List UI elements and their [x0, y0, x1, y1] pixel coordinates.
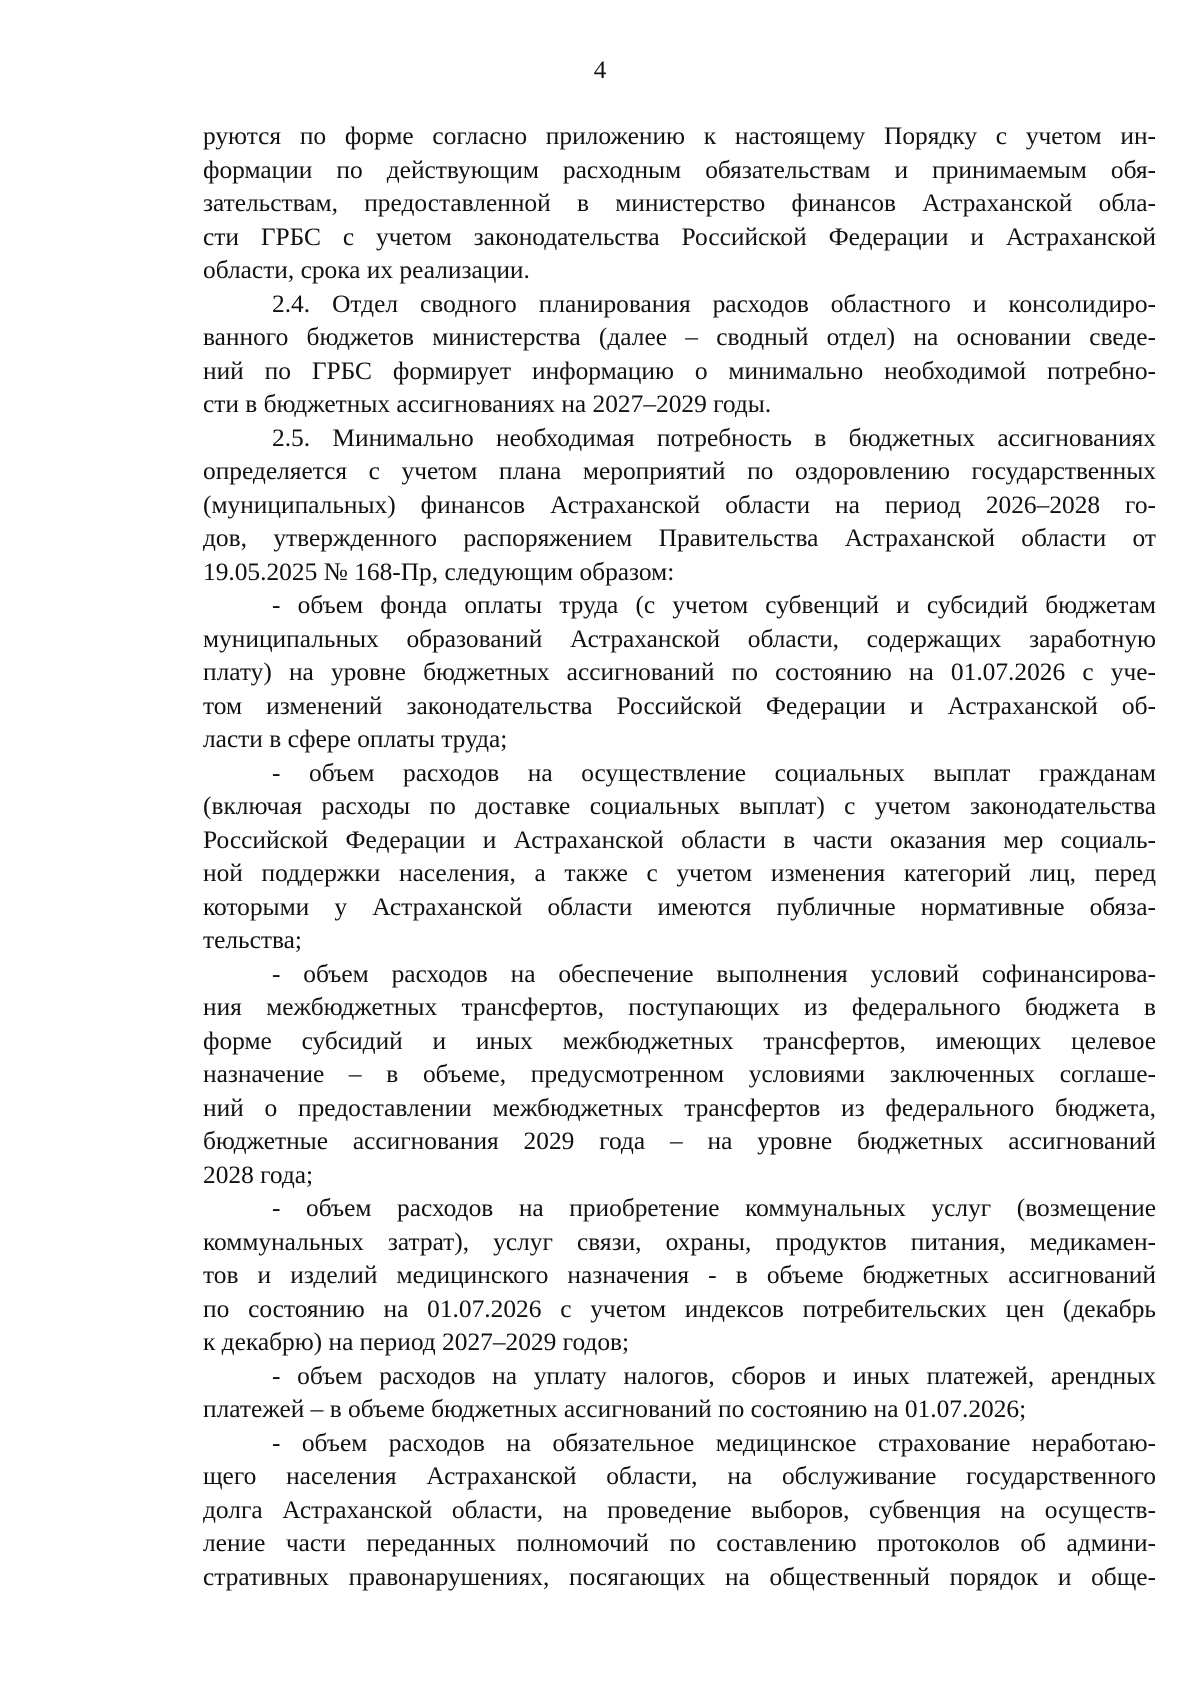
text-line: тельства;	[203, 926, 302, 954]
text-line: форме субсидий и иных межбюджетных трансфертов, имеющих целевое	[203, 1026, 1156, 1055]
text-line: тов и изделий медицинского назначения - в объеме бюджетных ассигнований	[203, 1261, 1156, 1289]
text-line: 2.4. Отдел сводного планирования расходов областного и консолидиро-	[272, 289, 1156, 318]
text-line: сти ГРБС с учетом законодательства Российской Федерации и Астраханской	[203, 222, 1156, 251]
text-line: к декабрю) на период 2027–2029 годов;	[203, 1328, 630, 1356]
page-number: 4	[593, 57, 607, 84]
text-line: ний о предоставлении межбюджетных трансфертов из федерального бюджета,	[203, 1093, 1156, 1122]
text-line: назначение – в объеме, предусмотренном условиями заключенных соглаше-	[203, 1060, 1156, 1088]
text-line: (включая расходы по доставке социальных выплат) с учетом законодательства	[203, 792, 1156, 820]
text-line: ласти в сфере оплаты труда;	[203, 725, 508, 753]
text-line: - объем расходов на обязательное медицинское страхование неработаю-	[272, 1428, 1156, 1457]
text-line: формации по действующим расходным обязательствам и принимаемым обя-	[203, 155, 1156, 184]
text-line: бюджетные ассигнования 2029 года – на уровне бюджетных ассигнований	[203, 1127, 1156, 1155]
text-line: щего населения Астраханской области, на обслуживание государственного	[203, 1462, 1156, 1490]
text-line: которыми у Астраханской области имеются публичные нормативные обяза-	[203, 892, 1156, 921]
text-line: по состоянию на 01.07.2026 с учетом индексов потребительских цен (декабрь	[203, 1294, 1156, 1323]
text-line: - объем расходов на обеспечение выполнения условий софинансирова-	[272, 959, 1156, 988]
text-line: ния межбюджетных трансфертов, поступающих из федерального бюджета в	[203, 993, 1156, 1021]
text-line: платежей – в объеме бюджетных ассигнований по состоянию на 01.07.2026;	[203, 1395, 1027, 1423]
document-body	[203, 120, 1156, 1594]
text-line: Российской Федерации и Астраханской области в части оказания мер социаль-	[203, 825, 1156, 854]
text-line: долга Астраханской области, на проведение выборов, субвенция на осуществ-	[203, 1495, 1156, 1524]
text-line: - объем расходов на приобретение коммунальных услуг (возмещение	[272, 1194, 1156, 1222]
text-line: - объем расходов на осуществление социальных выплат гражданам	[272, 758, 1156, 787]
text-line: 19.05.2025 № 168-Пр, следующим образом:	[203, 557, 675, 586]
text-line: муниципальных образований Астраханской области, содержащих заработную	[203, 624, 1156, 653]
text-line: ление части переданных полномочий по составлению протоколов об админи-	[203, 1529, 1156, 1557]
text-line: - объем фонда оплаты труда (с учетом субвенций и субсидий бюджетам	[272, 591, 1156, 619]
text-line: руются по форме согласно приложению к настоящему Порядку с учетом ин-	[203, 122, 1156, 150]
text-line: - объем расходов на уплату налогов, сборов и иных платежей, арендных	[272, 1361, 1156, 1390]
text-line: том изменений законодательства Российской Федерации и Астраханской об-	[203, 691, 1156, 720]
text-line: ний по ГРБС формирует информацию о минимально необходимой потребно-	[203, 356, 1156, 385]
text-line: плату) на уровне бюджетных ассигнований по состоянию на 01.07.2026 с уче-	[203, 658, 1156, 686]
text-line: 2028 года;	[203, 1160, 314, 1189]
text-line: 2.5. Минимально необходимая потребность в бюджетных ассигнованиях	[272, 423, 1156, 452]
text-line: ной поддержки населения, а также с учетом изменения категорий лиц, перед	[203, 859, 1156, 887]
text-line: коммунальных затрат), услуг связи, охраны, продуктов питания, медикамен-	[203, 1227, 1156, 1256]
text-line: (муниципальных) финансов Астраханской области на период 2026–2028 го-	[203, 490, 1156, 519]
text-line: дов, утвержденного распоряжением Правительства Астраханской области от	[203, 524, 1156, 552]
text-line: ванного бюджетов министерства (далее – сводный отдел) на основании сведе-	[203, 323, 1156, 351]
text-line: определяется с учетом плана мероприятий по оздоровлению государственных	[203, 457, 1156, 485]
text-line: сти в бюджетных ассигнованиях на 2027–2029 годы.	[203, 390, 772, 418]
text-line: области, срока их реализации.	[203, 256, 530, 284]
text-line: стративных правонарушениях, посягающих на общественный порядок и обще-	[203, 1562, 1156, 1591]
text-line: зательствам, предоставленной в министерство финансов Астраханской обла-	[203, 189, 1156, 217]
